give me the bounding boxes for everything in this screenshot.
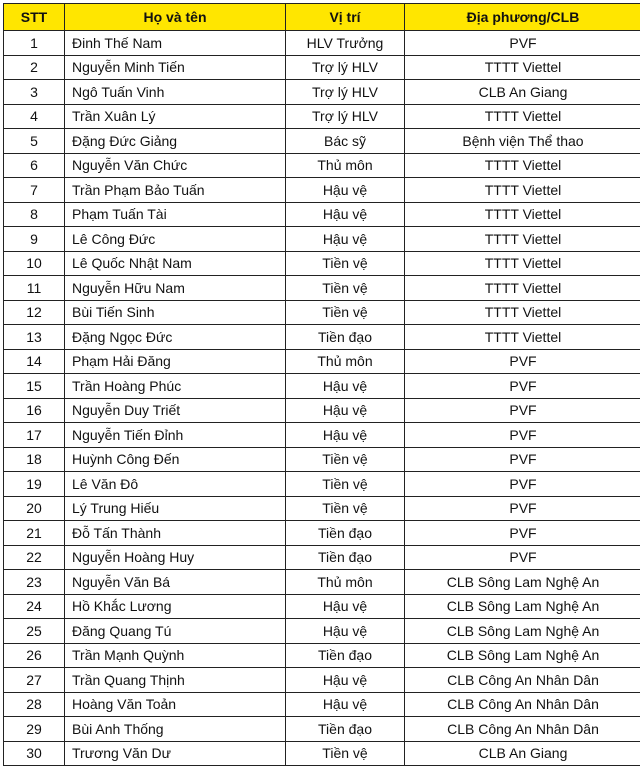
- table-row: [4, 545, 640, 570]
- row-name-cell: Trương Văn Dư: [65, 741, 286, 766]
- row-position-cell: Hậu vệ: [286, 594, 405, 619]
- row-stt-cell: 5: [4, 129, 65, 154]
- roster-table: [3, 3, 640, 766]
- row-club-cell: TTTT Viettel: [405, 104, 640, 129]
- row-stt-cell: 22: [4, 545, 65, 570]
- row-stt-cell: 24: [4, 594, 65, 619]
- table-row: [4, 398, 640, 423]
- row-position-cell: Thủ môn: [286, 570, 405, 595]
- row-club-cell: CLB Sông Lam Nghệ An: [405, 619, 640, 644]
- row-club-cell: PVF: [405, 447, 640, 472]
- row-club-cell: CLB Sông Lam Nghệ An: [405, 643, 640, 668]
- row-name-cell: Trần Hoàng Phúc: [65, 374, 286, 399]
- row-club-cell: PVF: [405, 545, 640, 570]
- row-position-cell: Thủ môn: [286, 153, 405, 178]
- table-row: [4, 31, 640, 56]
- row-club-cell: PVF: [405, 521, 640, 546]
- row-position-cell: Hậu vệ: [286, 227, 405, 252]
- table-row: [4, 104, 640, 129]
- row-club-cell: TTTT Viettel: [405, 153, 640, 178]
- row-name-cell: Lê Công Đức: [65, 227, 286, 252]
- row-club-cell: TTTT Viettel: [405, 276, 640, 301]
- row-name-cell: Đặng Ngọc Đức: [65, 325, 286, 350]
- row-club-cell: TTTT Viettel: [405, 251, 640, 276]
- row-position-cell: Tiền vệ: [286, 472, 405, 497]
- row-position-cell: Hậu vệ: [286, 692, 405, 717]
- row-position-cell: Tiền đạo: [286, 717, 405, 742]
- row-name-cell: Nguyễn Minh Tiến: [65, 55, 286, 80]
- row-position-cell: Tiền vệ: [286, 447, 405, 472]
- row-stt-cell: 12: [4, 300, 65, 325]
- row-stt-cell: 1: [4, 31, 65, 56]
- row-name-cell: Nguyễn Hữu Nam: [65, 276, 286, 301]
- row-club-cell: PVF: [405, 496, 640, 521]
- table-row: [4, 80, 640, 105]
- row-stt-cell: 3: [4, 80, 65, 105]
- row-name-cell: Hồ Khắc Lương: [65, 594, 286, 619]
- row-name-cell: Hoàng Văn Toản: [65, 692, 286, 717]
- row-position-cell: Bác sỹ: [286, 129, 405, 154]
- row-name-cell: Trần Phạm Bảo Tuấn: [65, 178, 286, 203]
- table-row: [4, 178, 640, 203]
- row-stt-cell: 9: [4, 227, 65, 252]
- row-stt-cell: 16: [4, 398, 65, 423]
- row-stt-cell: 26: [4, 643, 65, 668]
- row-club-cell: PVF: [405, 398, 640, 423]
- header-stt: STT: [4, 4, 65, 31]
- row-stt-cell: 8: [4, 202, 65, 227]
- row-position-cell: Hậu vệ: [286, 202, 405, 227]
- header-position: Vị trí: [286, 4, 405, 31]
- row-name-cell: Nguyễn Văn Bá: [65, 570, 286, 595]
- table-row: [4, 349, 640, 374]
- row-stt-cell: 14: [4, 349, 65, 374]
- row-position-cell: Trợ lý HLV: [286, 80, 405, 105]
- table-row: [4, 447, 640, 472]
- header-club: Địa phương/CLB: [405, 4, 640, 31]
- row-club-cell: TTTT Viettel: [405, 55, 640, 80]
- row-position-cell: Hậu vệ: [286, 668, 405, 693]
- row-club-cell: PVF: [405, 31, 640, 56]
- row-position-cell: Thủ môn: [286, 349, 405, 374]
- row-stt-cell: 20: [4, 496, 65, 521]
- row-club-cell: PVF: [405, 423, 640, 448]
- row-position-cell: HLV Trưởng: [286, 31, 405, 56]
- row-club-cell: CLB Công An Nhân Dân: [405, 717, 640, 742]
- table-row: [4, 692, 640, 717]
- table-row: [4, 741, 640, 766]
- row-club-cell: CLB Công An Nhân Dân: [405, 668, 640, 693]
- row-position-cell: Tiền vệ: [286, 276, 405, 301]
- row-club-cell: PVF: [405, 349, 640, 374]
- row-club-cell: CLB An Giang: [405, 741, 640, 766]
- table-row: [4, 374, 640, 399]
- row-stt-cell: 28: [4, 692, 65, 717]
- table-row: [4, 594, 640, 619]
- row-position-cell: Tiền vệ: [286, 251, 405, 276]
- row-stt-cell: 4: [4, 104, 65, 129]
- row-name-cell: Nguyễn Duy Triết: [65, 398, 286, 423]
- row-stt-cell: 30: [4, 741, 65, 766]
- table-row: [4, 325, 640, 350]
- table-row: [4, 643, 640, 668]
- row-stt-cell: 21: [4, 521, 65, 546]
- row-stt-cell: 7: [4, 178, 65, 203]
- row-position-cell: Tiền đạo: [286, 521, 405, 546]
- row-club-cell: TTTT Viettel: [405, 325, 640, 350]
- table-row: [4, 668, 640, 693]
- row-stt-cell: 23: [4, 570, 65, 595]
- row-club-cell: TTTT Viettel: [405, 300, 640, 325]
- row-name-cell: Nguyễn Văn Chức: [65, 153, 286, 178]
- header-row: [4, 4, 640, 31]
- row-position-cell: Tiền đạo: [286, 325, 405, 350]
- table-row: [4, 276, 640, 301]
- header-name: Họ và tên: [65, 4, 286, 31]
- row-name-cell: Nguyễn Tiến Đỉnh: [65, 423, 286, 448]
- row-name-cell: Phạm Hải Đăng: [65, 349, 286, 374]
- row-name-cell: Bùi Tiến Sinh: [65, 300, 286, 325]
- row-name-cell: Đinh Thế Nam: [65, 31, 286, 56]
- row-name-cell: Trần Xuân Lý: [65, 104, 286, 129]
- row-name-cell: Trần Mạnh Quỳnh: [65, 643, 286, 668]
- row-position-cell: Trợ lý HLV: [286, 55, 405, 80]
- row-club-cell: TTTT Viettel: [405, 202, 640, 227]
- row-name-cell: Phạm Tuấn Tài: [65, 202, 286, 227]
- row-club-cell: Bệnh viện Thể thao: [405, 129, 640, 154]
- roster-table-wrapper: [3, 3, 637, 766]
- row-club-cell: PVF: [405, 472, 640, 497]
- row-name-cell: Huỳnh Công Đến: [65, 447, 286, 472]
- row-name-cell: Lê Văn Đô: [65, 472, 286, 497]
- row-stt-cell: 6: [4, 153, 65, 178]
- row-name-cell: Lý Trung Hiếu: [65, 496, 286, 521]
- row-name-cell: Đặng Đức Giảng: [65, 129, 286, 154]
- table-row: [4, 227, 640, 252]
- table-row: [4, 496, 640, 521]
- row-name-cell: Ngô Tuấn Vinh: [65, 80, 286, 105]
- row-stt-cell: 13: [4, 325, 65, 350]
- table-row: [4, 521, 640, 546]
- table-row: [4, 570, 640, 595]
- table-row: [4, 153, 640, 178]
- table-row: [4, 129, 640, 154]
- row-position-cell: Tiền đạo: [286, 643, 405, 668]
- row-position-cell: Tiền vệ: [286, 741, 405, 766]
- row-stt-cell: 18: [4, 447, 65, 472]
- row-club-cell: PVF: [405, 374, 640, 399]
- row-stt-cell: 17: [4, 423, 65, 448]
- row-position-cell: Tiền vệ: [286, 300, 405, 325]
- row-stt-cell: 27: [4, 668, 65, 693]
- row-club-cell: CLB Sông Lam Nghệ An: [405, 594, 640, 619]
- row-club-cell: CLB An Giang: [405, 80, 640, 105]
- row-name-cell: Bùi Anh Thống: [65, 717, 286, 742]
- row-name-cell: Đỗ Tấn Thành: [65, 521, 286, 546]
- row-club-cell: TTTT Viettel: [405, 227, 640, 252]
- row-position-cell: Hậu vệ: [286, 178, 405, 203]
- row-stt-cell: 19: [4, 472, 65, 497]
- table-body: [4, 31, 640, 766]
- row-stt-cell: 15: [4, 374, 65, 399]
- row-stt-cell: 2: [4, 55, 65, 80]
- row-position-cell: Trợ lý HLV: [286, 104, 405, 129]
- table-row: [4, 55, 640, 80]
- row-position-cell: Hậu vệ: [286, 423, 405, 448]
- table-header: [4, 4, 640, 31]
- row-position-cell: Hậu vệ: [286, 619, 405, 644]
- row-name-cell: Trần Quang Thịnh: [65, 668, 286, 693]
- row-name-cell: Nguyễn Hoàng Huy: [65, 545, 286, 570]
- row-position-cell: Tiền vệ: [286, 496, 405, 521]
- table-row: [4, 619, 640, 644]
- row-stt-cell: 25: [4, 619, 65, 644]
- table-row: [4, 472, 640, 497]
- row-stt-cell: 11: [4, 276, 65, 301]
- table-row: [4, 202, 640, 227]
- row-position-cell: Hậu vệ: [286, 398, 405, 423]
- row-club-cell: CLB Công An Nhân Dân: [405, 692, 640, 717]
- table-row: [4, 251, 640, 276]
- row-club-cell: CLB Sông Lam Nghệ An: [405, 570, 640, 595]
- row-stt-cell: 29: [4, 717, 65, 742]
- row-stt-cell: 10: [4, 251, 65, 276]
- table-row: [4, 717, 640, 742]
- row-position-cell: Tiền đạo: [286, 545, 405, 570]
- table-row: [4, 423, 640, 448]
- row-name-cell: Lê Quốc Nhật Nam: [65, 251, 286, 276]
- row-club-cell: TTTT Viettel: [405, 178, 640, 203]
- row-position-cell: Hậu vệ: [286, 374, 405, 399]
- row-name-cell: Đăng Quang Tú: [65, 619, 286, 644]
- table-row: [4, 300, 640, 325]
